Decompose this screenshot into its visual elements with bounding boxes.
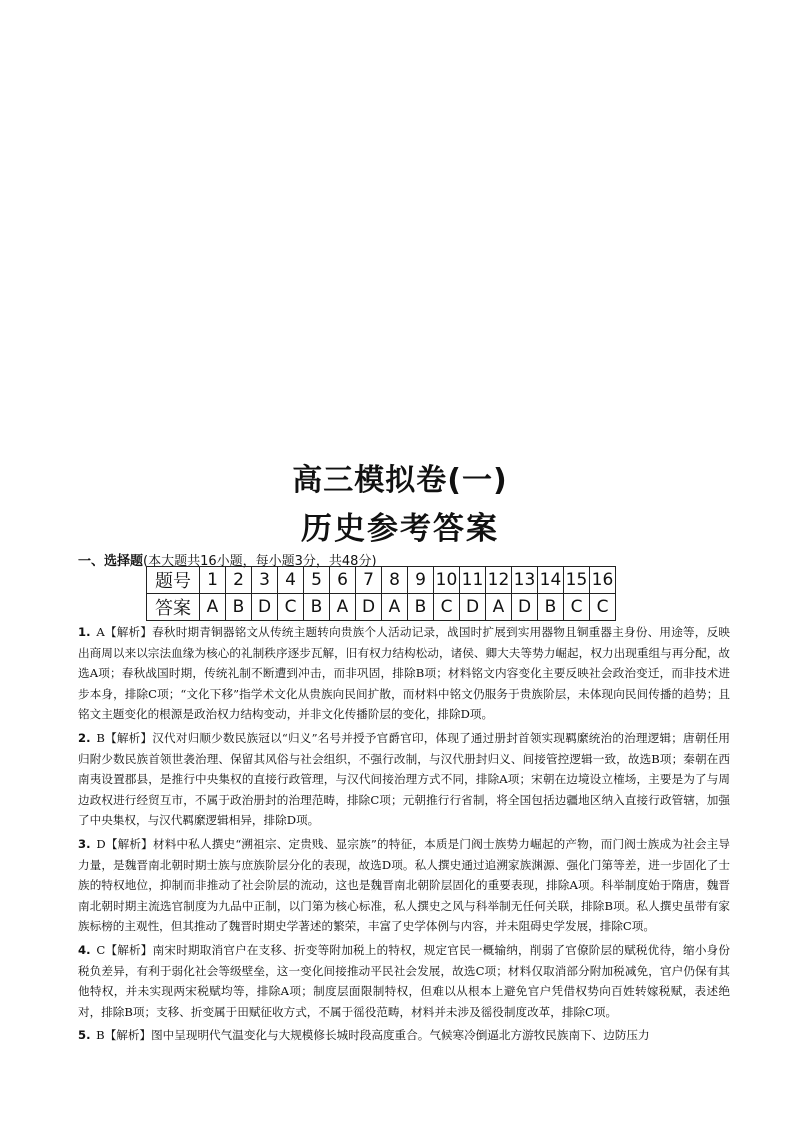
question-number-cell: 5 (304, 567, 330, 594)
answer-cell: A (200, 594, 226, 621)
item-text: D【解析】材料中私人撰史“溯祖宗、定贵贱、显宗族”的特征，本质是门阀士族势力崛起的产物，而门阀士族成为社会主导力量，是魏晋南北朝时期士族与庶族阶层分化的表现，故选D项。私人撰史通过追溯家族渊源、强化门第等差，进一步固化了士族的特权地位，抑制而非推动了社会阶层的流动，这也是魏晋南北朝阶层固化的重要表现，排除A项。科举制度始于隋唐，魏晋南北朝时期主流选官制度为九品中正制，以门第为核心标准，私人撰史之风与科举制无任何关联，排除B项。私人撰史虽带有家族标榜的主观性，但其推动了魏晋时期史学著述的繁荣，丰富了史学体例与内容，并未阻碍史学发展，排除C项。 (78, 836, 731, 934)
question-number-cell: 10 (434, 567, 460, 594)
document-subtitle: 历史参考答案 (301, 511, 499, 547)
item-text: A【解析】春秋时期青铜器铭文从传统主题转向贵族个人活动记录，战国时扩展到实用器物且铜重器主身份、用途等，反映出商周以来以宗法血缘为核心的礼制秩序逐步瓦解，旧有权力结构松动，诸侯、卿大夫等势力崛起，权力出现重组与再分配，故选A项；春秋战国时期，传统礼制不断遭到冲击，而非巩固，排除B项；材料铭文内容变化主要反映社会政治变迁，而非技术进步本身，排除C项；“文化下移”指学术文化从贵族向民间扩散，而材料中铭文仍服务于贵族阶层，未体现向民间传播的趋势；且铭文主题变化的根源是政治权力结构变动，并非文化传播阶层的变化，排除D项。 (78, 625, 730, 722)
explanation-item (78, 834, 730, 937)
item-number: 1. (78, 625, 91, 639)
question-number-cell: 14 (538, 567, 564, 594)
answer-cell: D (356, 594, 382, 621)
item-text: B【解析】汉代对归顺少数民族冠以“归义”名号并授予官爵官印，体现了通过册封首领实现羁縻统治的治理逻辑；唐朝任用归附少数民族首领世袭治理、保留其风俗与社会组织，不强行改制，与汉代册封归义、间接管控逻辑一致，故选B项；秦朝在西南夷设置郡县，是推行中央集权的直接行政管理，与汉代间接治理方式不同，排除A项；宋朝在边境设立榷场，主要是为了与周边政权进行经贸互市，不属于政治册封的治理范畴，排除C项；元朝推行行省制，将全国包括边疆地区纳入直接行政管辖，加强了中央集权，与汉代羁縻逻辑相异，排除D项。 (78, 730, 730, 828)
question-number-cell: 16 (590, 567, 616, 594)
question-number-cell: 3 (252, 567, 278, 594)
answer-cell: D (512, 594, 538, 621)
explanation-item (78, 940, 730, 1022)
question-number-cell: 13 (512, 567, 538, 594)
question-number-cell: 2 (226, 567, 252, 594)
answer-cell: C (590, 594, 616, 621)
explanation-item (78, 728, 730, 831)
item-number: 3. (78, 836, 91, 851)
question-number-cell: 1 (200, 567, 226, 594)
question-number-cell: 9 (408, 567, 434, 594)
section-label: 一、选择题 (78, 554, 144, 569)
answer-header: 答案 (147, 594, 200, 621)
question-number-cell: 8 (382, 567, 408, 594)
explanation-list (78, 622, 730, 1049)
answer-cell: B (304, 594, 330, 621)
answer-cell: B (408, 594, 434, 621)
explanation-item (78, 1025, 730, 1046)
answer-cell: B (226, 594, 252, 621)
answer-cell: D (460, 594, 486, 621)
answer-cell: D (252, 594, 278, 621)
answer-cell: C (564, 594, 590, 621)
answer-table (146, 566, 616, 621)
section-note: (本大题共16小题，每小题3分，共48分) (143, 554, 377, 569)
question-number-cell: 4 (278, 567, 304, 594)
explanation-item (78, 622, 730, 725)
question-number-row (147, 567, 616, 594)
answer-cell: A (330, 594, 356, 621)
item-number: 5. (78, 1028, 91, 1043)
item-number: 4. (78, 942, 91, 957)
question-number-cell: 11 (460, 567, 486, 594)
answer-cell: C (434, 594, 460, 621)
answer-cell: C (278, 594, 304, 621)
item-number: 2. (78, 730, 91, 745)
answer-cell: B (538, 594, 564, 621)
question-number-cell: 15 (564, 567, 590, 594)
question-number-cell: 12 (486, 567, 512, 594)
answer-cell: A (382, 594, 408, 621)
question-number-header: 题号 (147, 567, 200, 594)
item-text: B【解析】图中呈现明代气温变化与大规模修长城时段高度重合。气候寒冷倒逼北方游牧民族南下、边防压力 (96, 1028, 650, 1043)
question-number-cell: 7 (356, 567, 382, 594)
answer-cell: A (486, 594, 512, 621)
item-text: C【解析】南宋时期取消官户在支移、折变等附加税上的特权，规定官民一概输纳，削弱了官僚阶层的赋税优待，缩小身份税负差异，有利于弱化社会等级壁垒，这一变化间接推动平民社会发展，故选C项；材料仅取消部分附加税减免，官户仍保有其他特权，并未实现两宋税赋均等，排除A项；制度层面限制特权，但难以从根本上避免官户凭借权势向百姓转嫁税赋，表述绝对，排除B项；支移、折变属于田赋征收方式，不属于徭役范畴，材料并未涉及徭役制度改革，排除C项。 (78, 942, 731, 1019)
answer-row (147, 594, 616, 621)
question-number-cell: 6 (330, 567, 356, 594)
document-title: 高三模拟卷(一) (292, 463, 508, 498)
